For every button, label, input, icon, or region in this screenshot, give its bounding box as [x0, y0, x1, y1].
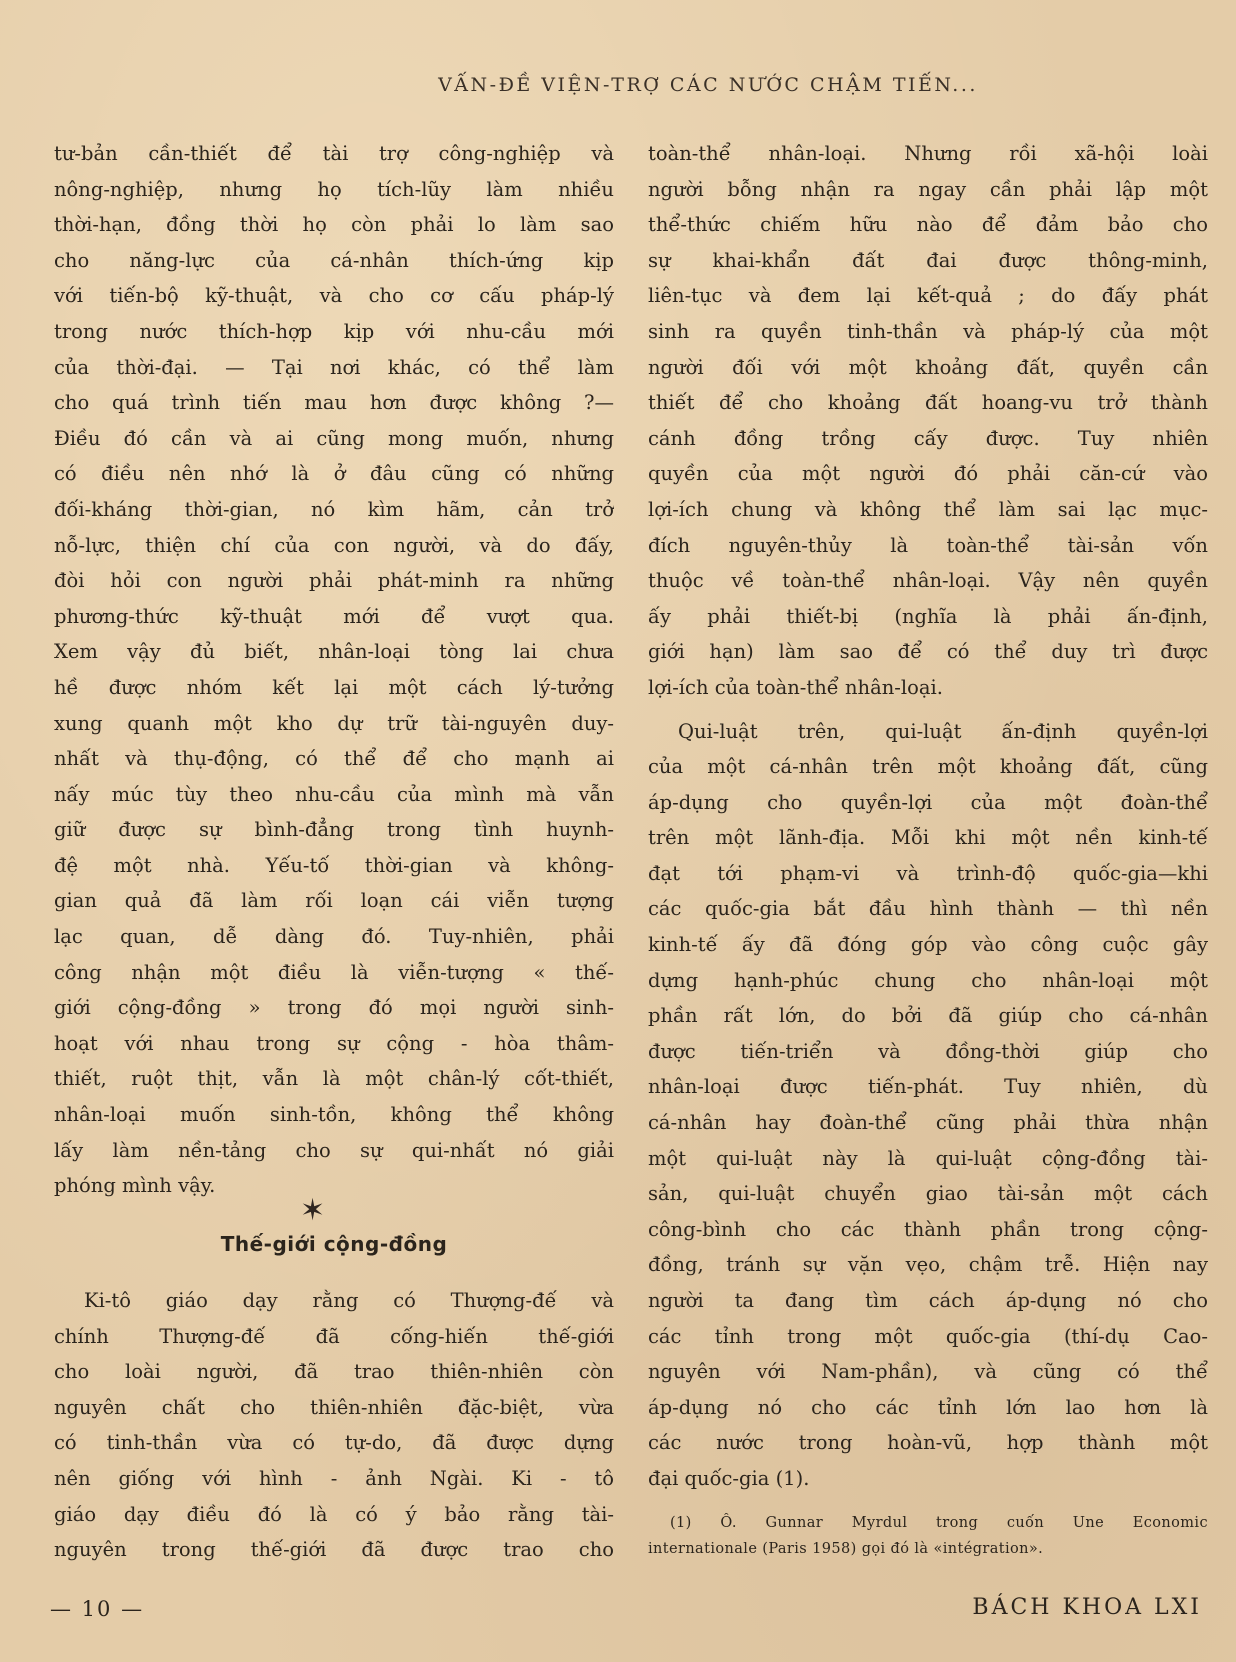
- text-line: công nhận một điều là viễn-tượng « thế-: [54, 960, 614, 984]
- footnote-line: (1) Ô. Gunnar Myrdul trong cuốn Une Economic: [670, 1515, 1208, 1531]
- text-line: sản, qui-luật chuyển giao tài-sản một cách: [648, 1182, 1208, 1206]
- running-head: VẤN-ĐỀ VIỆN-TRỢ CÁC NƯỚC CHẬM TIẾN...: [438, 74, 978, 96]
- text-line: của một cá-nhân trên một khoảng đất, cũng: [648, 755, 1208, 779]
- text-line: kinh-tế ấy đã đóng góp vào công cuộc gây: [648, 933, 1208, 957]
- text-line: hoạt với nhau trong sự cộng - hòa thâm-: [54, 1031, 614, 1055]
- text-line: thuộc về toàn-thể nhân-loại. Vậy nên quyền: [648, 569, 1208, 593]
- text-line: của thời-đại. — Tại nơi khác, có thể làm: [54, 355, 614, 379]
- text-line: lợi-ích của toàn-thể nhân-loại.: [648, 675, 943, 699]
- text-line: xung quanh một kho dự trữ tài-nguyên duy-: [54, 711, 614, 735]
- text-line: nhân-loại được tiến-phát. Tuy nhiên, dù: [648, 1075, 1208, 1099]
- text-line: liên-tục và đem lại kết-quả ; do đấy phát: [648, 284, 1208, 308]
- text-line: ấy phải thiết-bị (nghĩa là phải ấn-định,: [648, 604, 1208, 628]
- text-line: với tiến-bộ kỹ-thuật, và cho cơ cấu pháp-lý: [54, 284, 614, 308]
- text-line: đạt tới phạm-vi và trình-độ quốc-gia—khi: [648, 861, 1208, 885]
- text-line: Qui-luật trên, qui-luật ấn-định quyền-lợi: [678, 719, 1208, 743]
- text-line: trên một lãnh-địa. Mỗi khi một nền kinh-tế: [648, 826, 1208, 850]
- text-line: nhân-loại muốn sinh-tồn, không thể không: [54, 1103, 614, 1127]
- text-line: người bỗng nhận ra ngay cần phải lập một: [648, 177, 1208, 201]
- text-line: cho năng-lực của cá-nhân thích-ứng kịp: [54, 248, 614, 272]
- text-line: nguyên với Nam-phần), và cũng có thể: [648, 1360, 1208, 1384]
- text-line: Ki-tô giáo dạy rằng có Thượng-đế và: [84, 1289, 614, 1312]
- text-line: đồng, tránh sự vặn vẹo, chậm trễ. Hiện nay: [648, 1253, 1208, 1277]
- text-line: trong nước thích-hợp kịp với nhu-cầu mới: [54, 319, 614, 343]
- text-line: phần rất lớn, do bởi đã giúp cho cá-nhân: [648, 1004, 1208, 1028]
- text-line: đại quốc-gia (1).: [648, 1466, 810, 1490]
- left-column: [54, 136, 614, 1204]
- text-line: lạc quan, dễ dàng đó. Tuy-nhiên, phải: [54, 925, 614, 949]
- text-line: thiết, ruột thịt, vẫn là một chân-lý cốt-thiết,: [54, 1067, 614, 1091]
- text-line: thời-hạn, đồng thời họ còn phải lo làm sao: [54, 213, 614, 237]
- text-line: dựng hạnh-phúc chung cho nhân-loại một: [648, 968, 1208, 992]
- text-line: có tinh-thần vừa có tự-do, đã được dựng: [54, 1431, 614, 1455]
- text-line: Điều đó cần và ai cũng mong muốn, nhưng: [54, 426, 614, 450]
- text-line: nên giống với hình - ảnh Ngài. Ki - tô: [54, 1466, 614, 1490]
- text-line: phương-thức kỹ-thuật mới để vượt qua.: [54, 604, 614, 628]
- text-line: nấy múc tùy theo nhu-cầu của mình mà vẫn: [54, 782, 614, 806]
- section-heading: Thế-giới cộng-đồng: [220, 1232, 448, 1256]
- text-line: lợi-ích chung và không thể làm sai lạc mục-: [648, 497, 1208, 521]
- text-line: nỗ-lực, thiện chí của con người, và do đấy,: [54, 533, 614, 557]
- text-line: áp-dụng cho quyền-lợi của một đoàn-thể: [648, 790, 1208, 814]
- text-line: đòi hỏi con người phải phát-minh ra những: [54, 569, 614, 593]
- text-line: nông-nghiệp, nhưng họ tích-lũy làm nhiều: [54, 177, 614, 201]
- footnote: [648, 1510, 1208, 1562]
- text-line: giữ được sự bình-đẳng trong tình huynh-: [54, 818, 614, 842]
- text-line: giới cộng-đồng » trong đó mọi người sinh-: [54, 996, 614, 1020]
- text-line: sinh ra quyền tinh-thần và pháp-lý của một: [648, 319, 1208, 343]
- text-line: các nước trong hoàn-vũ, hợp thành một: [648, 1431, 1208, 1455]
- text-line: thiết để cho khoảng đất hoang-vu trở thành: [648, 391, 1208, 415]
- text-line: công-bình cho các thành phần trong cộng-: [648, 1217, 1208, 1241]
- text-line: có điều nên nhớ là ở đâu cũng có những: [54, 462, 614, 486]
- left-column-continued: [54, 1283, 614, 1568]
- text-line: người đối với một khoảng đất, quyền cần: [648, 355, 1208, 379]
- text-line: gian quả đã làm rối loạn cái viễn tượng: [54, 889, 614, 913]
- text-line: thể-thức chiếm hữu nào để đảm bảo cho: [648, 213, 1208, 237]
- text-line: nguyên chất cho thiên-nhiên đặc-biệt, vừa: [54, 1395, 614, 1419]
- text-line: cho loài người, đã trao thiên-nhiên còn: [54, 1360, 614, 1384]
- text-line: chính Thượng-đế đã cống-hiến thế-giới: [54, 1324, 614, 1348]
- page-number: — 10 —: [50, 1597, 145, 1621]
- text-line: tư-bản cần-thiết để tài trợ công-nghiệp và: [54, 142, 614, 165]
- text-line: được tiến-triển và đồng-thời giúp cho: [648, 1039, 1208, 1063]
- magazine-title: BÁCH KHOA LXI: [972, 1595, 1202, 1620]
- text-line: đệ một nhà. Yếu-tố thời-gian và không-: [54, 853, 614, 877]
- text-line: giới hạn) làm sao để có thể duy trì được: [648, 640, 1208, 664]
- text-line: đích nguyên-thủy là toàn-thể tài-sản vốn: [648, 533, 1208, 557]
- text-line: cánh đồng trồng cấy được. Tuy nhiên: [648, 426, 1208, 450]
- text-line: các quốc-gia bắt đầu hình thành — thì nền: [648, 897, 1208, 921]
- text-line: nhất và thụ-động, có thể để cho mạnh ai: [54, 747, 614, 771]
- text-line: Xem vậy đủ biết, nhân-loại tòng lai chưa: [54, 640, 614, 664]
- text-line: một qui-luật này là qui-luật cộng-đồng tài-: [648, 1146, 1208, 1170]
- text-line: hề được nhóm kết lại một cách lý-tưởng: [54, 675, 614, 699]
- section-ornament: ✶: [300, 1193, 326, 1228]
- text-line: giáo dạy điều đó là có ý bảo rằng tài-: [54, 1502, 614, 1526]
- text-line: áp-dụng nó cho các tỉnh lớn lao hơn là: [648, 1395, 1208, 1419]
- text-line: cá-nhân hay đoàn-thể cũng phải thừa nhận: [648, 1111, 1208, 1135]
- text-line: người ta đang tìm cách áp-dụng nó cho: [648, 1289, 1208, 1312]
- text-line: nguyên trong thế-giới đã được trao cho: [54, 1538, 614, 1562]
- text-line: toàn-thể nhân-loại. Nhưng rồi xã-hội loài: [648, 142, 1208, 165]
- right-column: [648, 136, 1208, 1497]
- text-line: các tỉnh trong một quốc-gia (thí-dụ Cao-: [648, 1324, 1208, 1348]
- text-line: phóng mình vậy.: [54, 1174, 216, 1198]
- text-line: cho quá trình tiến mau hơn được không ?—: [54, 391, 614, 415]
- footnote-line: internationale (Paris 1958) gọi đó là «intégration».: [648, 1541, 1044, 1557]
- paragraph-gap: [648, 706, 1208, 714]
- text-line: lấy làm nền-tảng cho sự qui-nhất nó giải: [54, 1138, 614, 1162]
- text-line: sự khai-khẩn đất đai được thông-minh,: [648, 248, 1208, 272]
- text-line: quyền của một người đó phải căn-cứ vào: [648, 462, 1208, 486]
- text-line: đối-kháng thời-gian, nó kìm hãm, cản trở: [54, 497, 614, 521]
